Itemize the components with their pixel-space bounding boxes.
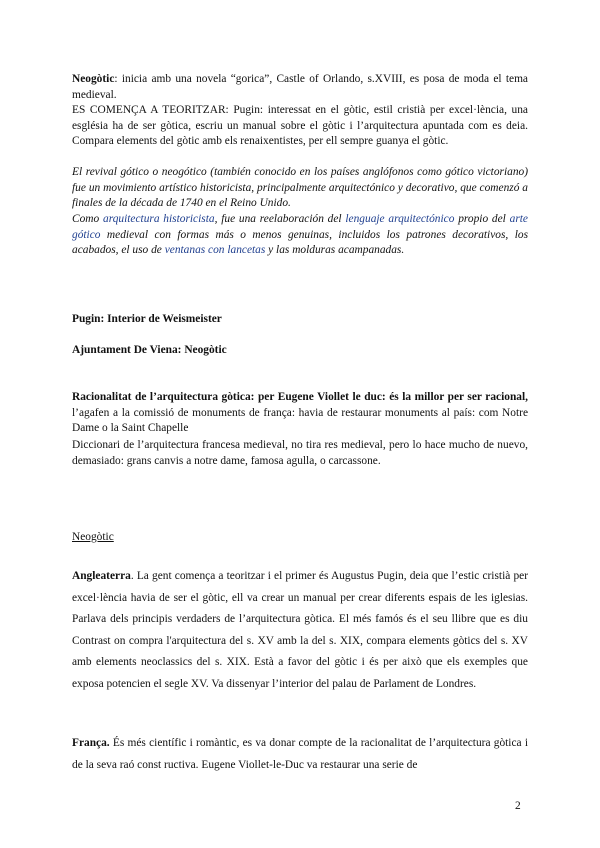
paragraph-racionalitat — [72, 390, 528, 437]
revival-text: El revival gótico o neogótico (también conocido en los países anglófonos como gótico victoriano) fue un movimiento artístico historicista, principalmente arquitectónico y decorativo, que comenzó a finales de la década de 1740 en el Reino Unido. — [72, 166, 528, 210]
como-text-1: Como — [72, 213, 103, 225]
link-lenguaje-arquitectonico[interactable]: lenguaje arquitectónico — [345, 213, 455, 225]
heading-ajuntament-viena: Ajuntament De Viena: Neogòtic — [72, 344, 227, 356]
link-arte-gotico[interactable]: arte gótico — [72, 213, 528, 241]
paragraph-arquitectura-historicista — [72, 212, 528, 259]
franca-text: És més científic i romàntic, es va donar compte de la racionalitat de l’arquitectura gòtica i de la seva raó const ructiva. Eugene Viollet-le-Duc va restaurar una serie de — [72, 737, 528, 771]
heading-pugin-interior: Pugin: Interior de Weismeister — [72, 313, 222, 325]
paragraph-franca — [72, 733, 528, 776]
link-arquitectura-historicista[interactable]: arquitectura historicista — [103, 213, 215, 225]
racionalitat-text: l’agafen a la comissió de monuments de frança: havia de restaurar monuments al país: com Notre Dame o la Saint Chapelle — [72, 406, 528, 435]
paragraph-teoritzar — [72, 103, 528, 150]
neogotic-label: Neogòtic — [72, 73, 115, 85]
anglaterra-text: . La gent comença a teoritzar i el primer és Augustus Pugin, deia que l’estic cristià per excel·lència havia de ser el gòtic, ell va crear un manual per crear diferents espais de les iglesias. Parlava dels principis verdaders de l’arquitectura gòtica. El més famós és el seu llibre que es diu Contrast on compra l'arquitectura del s. XV amb la del s. XIX, compara elements gòtics del s. XV amb elements neoclassics del s. XIX. Està a favor del gòtic i és per això que els exemples que exposa potencien el segle XV. Va dissenyar l’interior del palau de Parlament de Londres. — [72, 570, 528, 690]
paragraph-diccionari — [72, 438, 528, 469]
como-text-3: propio del — [454, 213, 510, 225]
franca-label: França. — [72, 737, 110, 749]
teoritzar-text: ES COMENÇA A TEORITZAR: Pugin: interessat en el gòtic, estil cristià per excel·lència, una església ha de ser gòtica, escriu un manual sobre el gòtic i l’arquitectura apuntada com es deia. Compara elements del gòtic amb els renaixentistes, per ell sempre guanya el gòtic. — [72, 104, 528, 148]
como-text-4: medieval con formas más o menos genuinas, incluidos los patrones decorativos, los acabados, el uso de — [72, 228, 528, 257]
como-text-2: , fue una reelaboración del — [214, 213, 346, 225]
paragraph-neogotic-intro — [72, 72, 528, 103]
section-title-neogotic: Neogòtic — [72, 531, 114, 543]
diccionari-text: Diccionari de l’arquitectura francesa medieval, no tira res medieval, pero lo hace mucho de nuevo, demasiado: grans canvis a notre dame, famosa agulla, o carcassone. — [72, 439, 528, 467]
racionalitat-bold: Racionalitat de l’arquitectura gòtica: per Eugene Viollet le duc: és la millor per ser racional, — [72, 391, 528, 403]
link-ventanas-con-lancetas[interactable]: ventanas con lancetas — [164, 244, 266, 257]
paragraph-anglaterra — [72, 566, 528, 695]
anglaterra-label: Angleaterra — [72, 570, 131, 582]
neogotic-intro-text: : inicia amb una novela “gorica”, Castle of Orlando, s.XVIII, es posa de moda el tema medieval. — [72, 73, 528, 101]
page-number: 2 — [515, 800, 521, 812]
como-text-5: y las molduras acampanadas. — [265, 244, 405, 257]
paragraph-revival-gotico — [72, 165, 528, 212]
